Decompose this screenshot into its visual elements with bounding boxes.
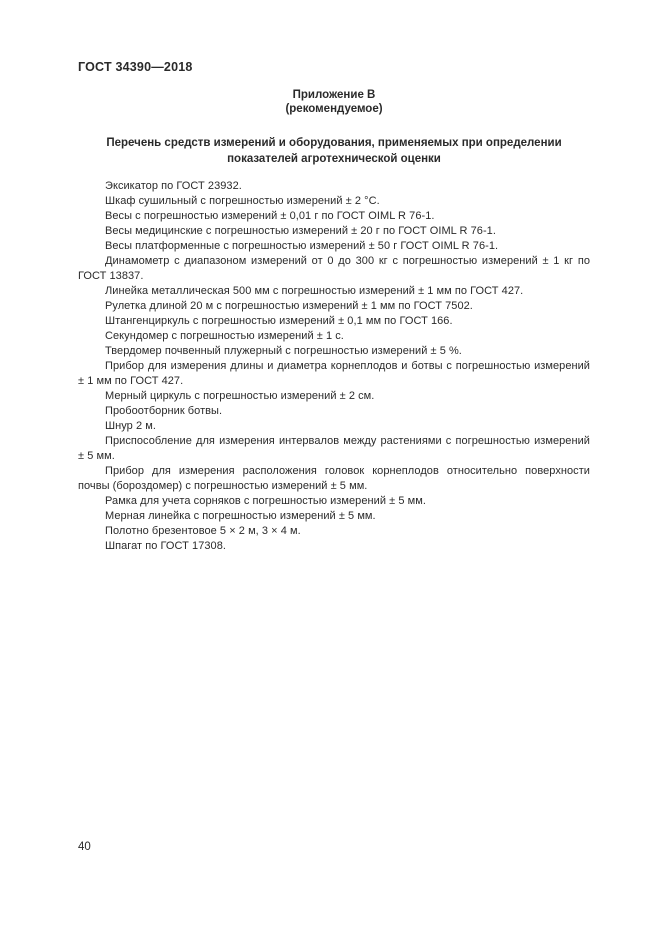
list-item: Приспособление для измерения интервалов между растениями с погрешностью измерений ± 5 мм. (78, 435, 590, 462)
list-item: Весы с погрешностью измерений ± 0,01 г по ГОСТ OIML R 76-1. (105, 210, 435, 222)
list-item: Шкаф сушильный с погрешностью измерений ± 2 °С. (105, 195, 380, 207)
list-item: Рамка для учета сорняков с погрешностью измерений ± 5 мм. (105, 495, 426, 507)
list-item: Пробоотборник ботвы. (105, 405, 223, 417)
appendix-heading (78, 88, 590, 116)
list-item: Полотно брезентовое 5 × 2 м, 3 × 4 м. (105, 525, 301, 537)
list-item: Секундомер с погрешностью измерений ± 1 с. (105, 330, 344, 342)
list-item: Рулетка длиной 20 м с погрешностью измерений ± 1 мм по ГОСТ 7502. (105, 300, 473, 312)
list-item: Шпагат по ГОСТ 17308. (105, 540, 226, 552)
list-item: Твердомер почвенный плужерный с погрешностью измерений ± 5 %. (105, 345, 462, 357)
appendix-type: (рекомендуемое) (285, 103, 383, 115)
list-item: Прибор для измерения длины и диаметра корнеплодов и ботвы с погрешностью измерений ± 1 мм по ГОСТ 427. (78, 360, 590, 387)
list-item: Эксикатор по ГОСТ 23932. (105, 180, 242, 192)
list-item: Мерный циркуль с погрешностью измерений ± 2 см. (105, 390, 375, 402)
appendix-title-text: Перечень средств измерений и оборудования, применяемых при определении показателей агротехнической оценки (106, 137, 562, 165)
list-item: Линейка металлическая 500 мм с погрешностью измерений ± 1 мм по ГОСТ 427. (105, 285, 524, 297)
list-item: Мерная линейка с погрешностью измерений ± 5 мм. (105, 510, 376, 522)
list-item: Весы медицинские с погрешностью измерений ± 20 г по ГОСТ OIML R 76-1. (105, 225, 496, 237)
list-item: Шнур 2 м. (105, 420, 156, 432)
appendix-label: Приложение В (292, 89, 376, 101)
list-item: Штангенциркуль с погрешностью измерений ± 0,1 мм по ГОСТ 166. (105, 315, 453, 327)
appendix-title (78, 136, 590, 167)
equipment-list (78, 179, 590, 554)
list-item: Динамометр с диапазоном измерений от 0 до 300 кг с погрешностью измерений ± 1 кг по ГОСТ 13837. (78, 255, 590, 282)
document-number: ГОСТ 34390—2018 (78, 60, 193, 74)
list-item: Прибор для измерения расположения головок корнеплодов относительно поверхности почвы (бороздомер) с погрешностью измерений ± 5 мм. (78, 465, 590, 492)
page-number: 40 (78, 841, 91, 853)
list-item: Весы платформенные с погрешностью измерений ± 50 г ГОСТ OIML R 76-1. (105, 240, 499, 252)
